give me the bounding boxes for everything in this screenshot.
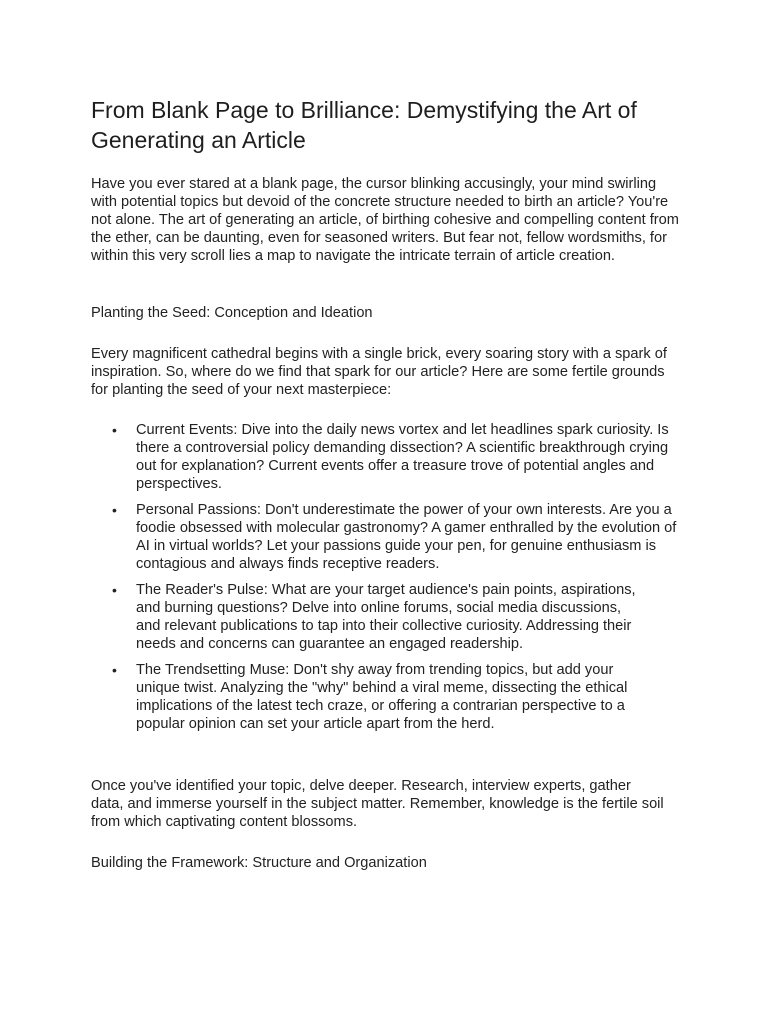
list-item-readers-pulse: [110, 581, 690, 653]
list-item-text: Personal Passions: Don't underestimate the power of your own interests. Are you a foodie obsessed with molecular gastronomy? A gamer enthralled by the evolution of AI in virtual worlds? Let your passions guide your pen, for genuine enthusiasm is contagious and always finds receptive readers.: [136, 502, 677, 572]
bullet-icon: •: [112, 502, 117, 518]
idea-source-list: [110, 421, 690, 741]
list-item-current-events: [110, 421, 690, 493]
list-item-text: The Reader's Pulse: What are your target audience's pain points, aspirations, and burning questions? Delve into online forums, social media discussions, and relevant publications to tap into their collective curiosity. Addressing their needs and concerns can guarantee an engaged readership.: [136, 582, 636, 652]
bullet-icon: •: [112, 422, 117, 438]
list-item-text: The Trendsetting Muse: Don't shy away from trending topics, but add your unique twist. Analyzing the "why" behind a viral meme, dissecting the ethical implications of the latest tech craze, or offering a contrarian perspective to a popular opinion can set your article apart from the herd.: [136, 662, 628, 732]
article-title: From Blank Page to Brilliance: Demystifying the Art of Generating an Article: [91, 97, 637, 153]
bullet-icon: •: [112, 582, 117, 598]
section-paragraph-inspiration: Every magnificent cathedral begins with a single brick, every soaring story with a spark of inspiration. So, where do we find that spark for our article? Here are some fertile grounds for planting the seed of your next masterpiece:: [91, 346, 667, 398]
bullet-icon: •: [112, 662, 117, 678]
list-item-text: Current Events: Dive into the daily news vortex and let headlines spark curiosity. Is there a controversial policy demanding dissection? A scientific breakthrough crying out for explanation? Current events offer a treasure trove of potential angles and perspectives.: [136, 422, 669, 492]
intro-paragraph: Have you ever stared at a blank page, the cursor blinking accusingly, your mind swirling with potential topics but devoid of the concrete structure needed to birth an article? You're not alone. The art of generating an article, of birthing cohesive and compelling content from the ether, can be daunting, even for seasoned writers. But fear not, fellow wordsmiths, for within this very scroll lies a map to navigate the intricate terrain of article creation.: [91, 176, 679, 264]
list-item-personal-passions: [110, 501, 690, 573]
section-heading-planting-the-seed: Planting the Seed: Conception and Ideation: [91, 305, 373, 321]
section-closing-paragraph: Once you've identified your topic, delve deeper. Research, interview experts, gather data, and immerse yourself in the subject matter. Remember, knowledge is the fertile soil from which captivating content blossoms.: [91, 778, 664, 830]
section-heading-building-the-framework: Building the Framework: Structure and Organization: [91, 855, 427, 871]
list-item-trendsetting-muse: [110, 661, 690, 733]
